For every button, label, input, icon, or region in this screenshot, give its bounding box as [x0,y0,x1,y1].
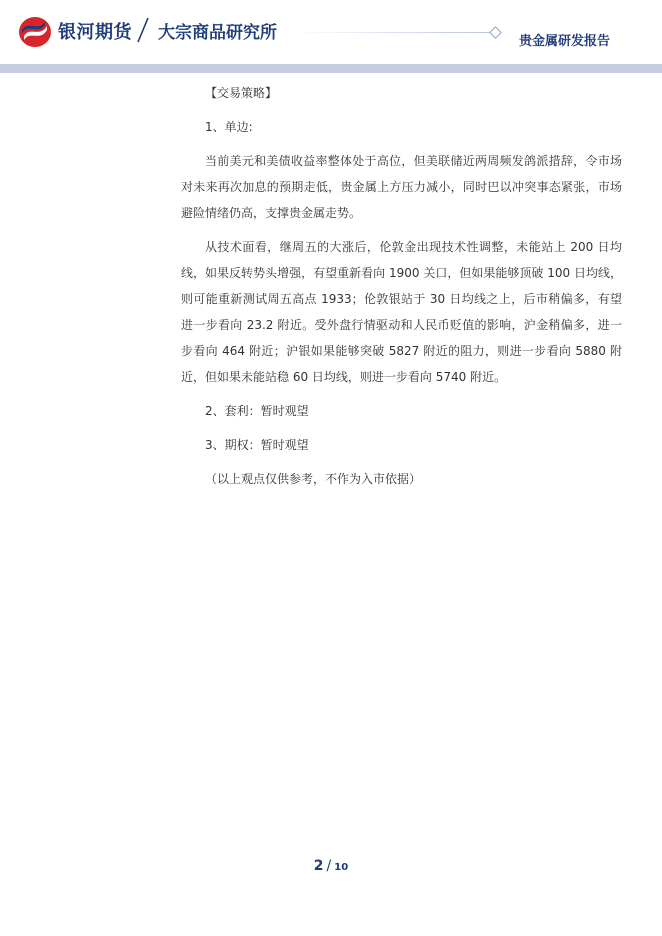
section-title: 【交易策略】 [205,86,278,100]
page-number [0,858,662,874]
current-page: 2 [313,858,324,874]
brand-name: 银河期货 [58,22,132,43]
slash-divider-icon [136,16,150,44]
paragraph-macro: 当前美元和美债收益率整体处于高位，但美联储近两周频发鸽派措辞，令市场对未来再次加息的预期走低，贵金属上方压力减小，同时巴以冲突事态紧张，市场避险情绪仍高，支撑贵金属走势。 [181,154,622,220]
report-type-label: 贵金属研发报告 [518,34,610,49]
header-decor-line [292,32,492,33]
total-pages: 10 [334,862,349,873]
institute-name: 大宗商品研究所 [158,23,277,43]
paragraph-technical: 从技术面看，继周五的大涨后，伦敦金出现技术性调整，未能站上 200 日均线，如果反转势头增强，有望重新看向 1900 关口，但如果能够顶破 100 日均线，则可能重新测试周五高点 1933；伦敦银站于 30 日均线之上，后市稍偏多，有望进一步看向 23.2 附近。受外盘行情驱动和人民币贬值的影响，沪金稍偏多，进一步看向 464 附近；沪银如果能够突破 5827 附近的阻力，则进一步看向 5880 附近，但如果未能站稳 60 日均线，则进一步看向 5740 附近。 [181,240,622,384]
item-single-side-title: 1、单边: [205,120,253,134]
report-body [181,80,622,500]
item-arbitrage: 2、套利：暂时观望 [205,404,309,418]
item-options: 3、期权：暂时观望 [205,438,309,452]
page-header [0,0,662,64]
diamond-icon [489,26,502,39]
disclaimer-text: （以上观点仅供参考，不作为入市依据） [205,472,422,486]
header-band [0,64,662,73]
page-separator: / [326,858,332,874]
galaxy-futures-logo-icon [18,16,52,48]
